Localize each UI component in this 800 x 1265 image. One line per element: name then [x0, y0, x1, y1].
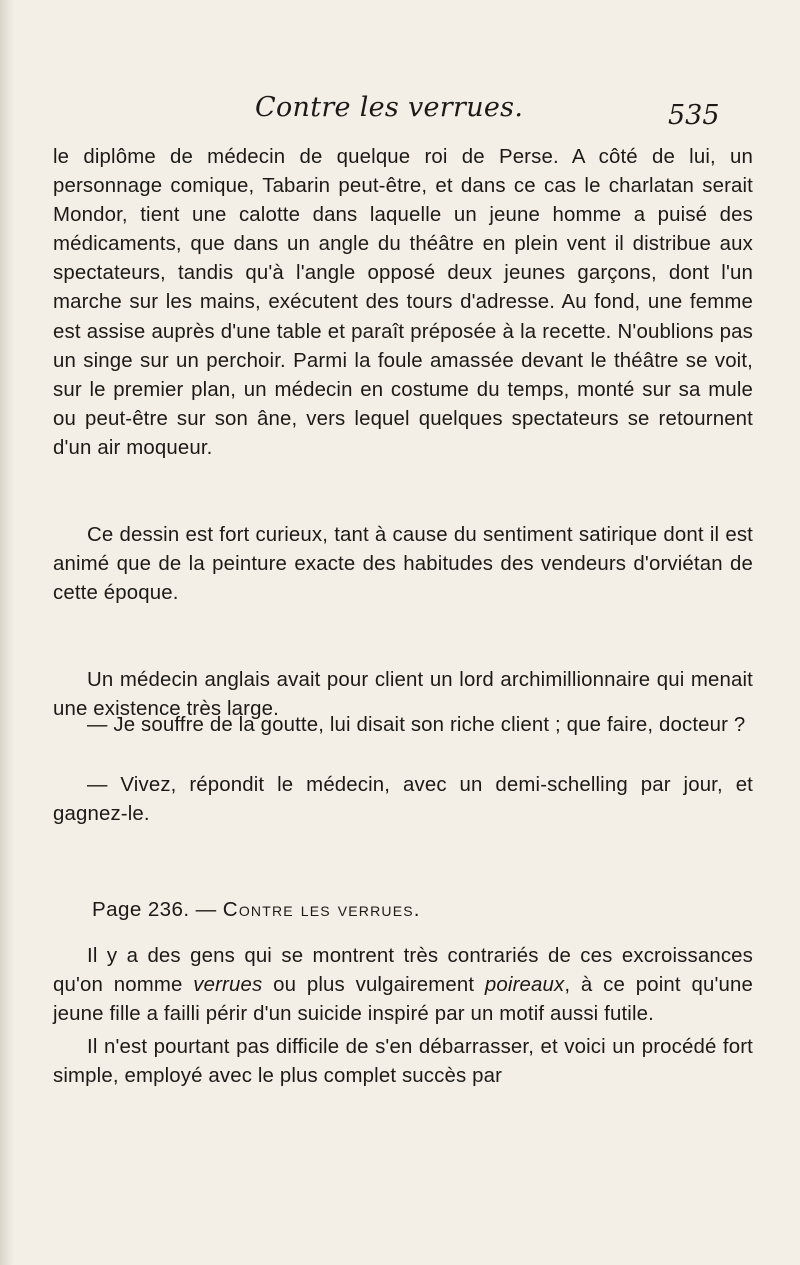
term-verrues: verrues: [193, 974, 263, 997]
section-heading-title: Contre les verrues.: [222, 898, 421, 921]
excroissances-text-2: ou plus vulgairement: [262, 974, 485, 997]
excroissances-text-1: Il y a des gens qui se montrent très contrariés de ces excroissances qu'on nomme: [53, 945, 753, 997]
running-head: Contre les verrues.: [255, 92, 524, 123]
excroissances-text-3: , à ce point qu'une jeune fille a failli périr d'un suicide inspiré par un motif aussi futile.: [53, 974, 753, 1026]
paragraph-diplome: le diplôme de médecin de quelque roi de Perse. A côté de lui, un personnage comique, Tabarin peut-être, et dans ce cas le charlatan serait Mondor, tient une calotte dans laquelle un jeune homme a puisé des médicaments, que dans un angle du théâtre en plein vent il distribue aux spectateurs, tandis qu'à l'angle opposé deux jeunes garçons, dont l'un marche sur les mains, exécutent des tours d'adresse. Au fond, une femme est assise auprès d'une table et paraît préposée à la recette. N'oublions pas un singe sur un perchoir. Parmi la foule amassée devant le théâtre se voit, sur le premier plan, un médecin en costume du temps, monté sur sa mule ou peut-être sur son âne, vers lequel quelques spectateurs se retournent d'un air moqueur.: [53, 146, 753, 459]
paragraph-procede: Il n'est pourtant pas difficile de s'en débarrasser, et voici un procédé fort simple, employé avec le plus complet succès par: [53, 1036, 753, 1088]
paragraph-goutte: — Je souffre de la goutte, lui disait son riche client ; que faire, docteur ?: [87, 714, 746, 736]
paragraph-vivez: — Vivez, répondit le médecin, avec un demi-schelling par jour, et gagnez-le.: [53, 774, 753, 826]
section-heading-prefix: Page 236. —: [92, 898, 223, 921]
term-poireaux: poireaux: [484, 974, 565, 997]
paragraph-medecin-anglais: Un médecin anglais avait pour client un lord archimillionnaire qui menait une existence très large.: [53, 669, 753, 721]
paragraph-dessin: Ce dessin est fort curieux, tant à cause du sentiment satirique dont il est animé que de la peinture exacte des habitudes des vendeurs d'orviétan de cette époque.: [53, 524, 753, 605]
page-number: 535: [668, 100, 720, 131]
paragraph-excroissances: [53, 942, 753, 1029]
section-heading: [92, 898, 421, 922]
page-binding-edge: [0, 0, 14, 1265]
